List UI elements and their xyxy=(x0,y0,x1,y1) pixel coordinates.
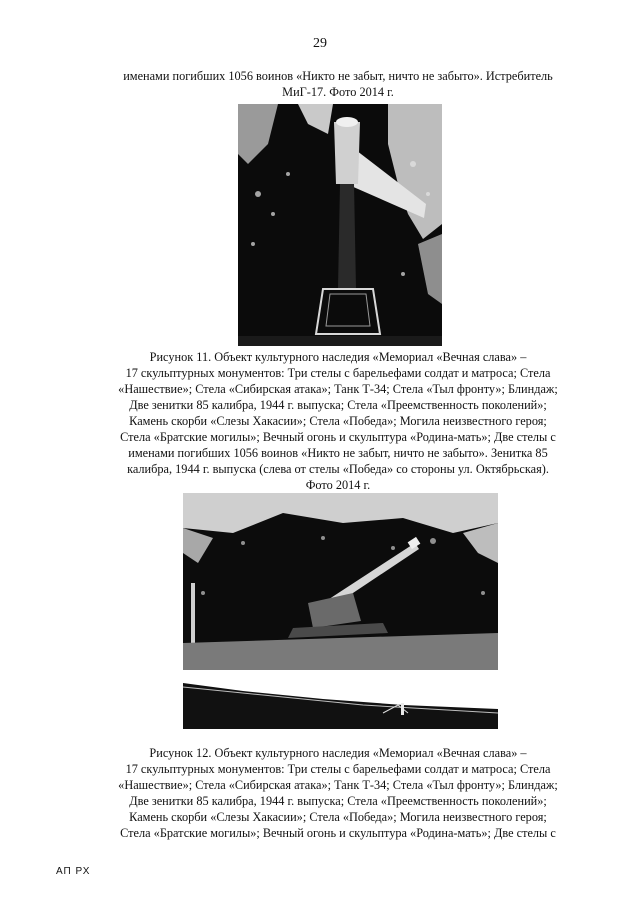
antiaircraft-gun-photo xyxy=(183,493,498,670)
top-text-line: именами погибших 1056 воинов «Никто не забыт, ничто не забыто». Истребитель xyxy=(123,69,553,83)
caption-line: именами погибших 1056 воинов «Никто не забыт, ничто не забыто». Зенитка 85 xyxy=(128,446,548,460)
top-text-line: МиГ-17. Фото 2014 г. xyxy=(282,85,394,99)
caption-line: 17 скульптурных монументов: Три стелы с барельефами солдат и матроса; Стела xyxy=(125,366,551,380)
caption-line: «Нашествие»; Стела «Сибирская атака»; Танк Т-34; Стела «Тыл фронту»; Блиндаж; xyxy=(118,382,558,396)
caption-line: «Нашествие»; Стела «Сибирская атака»; Танк Т-34; Стела «Тыл фронту»; Блиндаж; xyxy=(118,778,558,792)
figure-11-caption xyxy=(88,349,588,493)
caption-line: Рисунок 11. Объект культурного наследия «Мемориал «Вечная слава» – xyxy=(149,350,527,364)
ground-strip-photo xyxy=(183,683,498,729)
caption-line: Камень скорби «Слезы Хакасии»; Стела «Победа»; Могила неизвестного героя; xyxy=(129,414,547,428)
footer-stamp: АП РХ xyxy=(56,866,91,877)
caption-line: калибра, 1944 г. выпуска (слева от стелы «Победа» со стороны ул. Октябрьская). xyxy=(127,462,549,476)
mig17-monument-photo xyxy=(238,104,442,346)
top-text xyxy=(88,68,588,100)
caption-line: 17 скульптурных монументов: Три стелы с барельефами солдат и матроса; Стела xyxy=(125,762,551,776)
caption-line: Фото 2014 г. xyxy=(305,478,371,492)
caption-line: Стела «Братские могилы»; Вечный огонь и скульптура «Родина-мать»; Две стелы с xyxy=(120,826,556,840)
caption-line: Две зенитки 85 калибра, 1944 г. выпуска; Стела «Преемственность поколений»; xyxy=(129,794,547,808)
caption-line: Камень скорби «Слезы Хакасии»; Стела «Победа»; Могила неизвестного героя; xyxy=(129,810,547,824)
figure-12-caption xyxy=(88,745,588,841)
page-number: 29 xyxy=(313,36,327,51)
mig17-photo-svg xyxy=(238,104,442,346)
gun-photo-svg xyxy=(183,493,498,670)
caption-line: Две зенитки 85 калибра, 1944 г. выпуска; Стела «Преемственность поколений»; xyxy=(129,398,547,412)
ground-strip-svg xyxy=(183,683,498,729)
caption-line: Рисунок 12. Объект культурного наследия «Мемориал «Вечная слава» – xyxy=(149,746,527,760)
caption-line: Стела «Братские могилы»; Вечный огонь и скульптура «Родина-мать»; Две стелы с xyxy=(120,430,556,444)
